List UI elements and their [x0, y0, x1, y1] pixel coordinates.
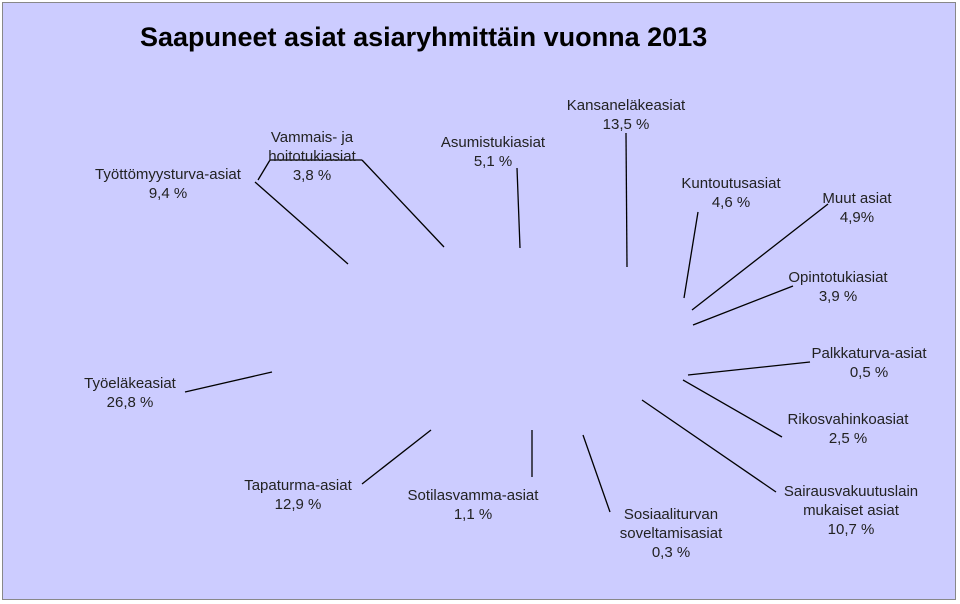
data-label-line: Opintotukiasiat	[788, 269, 888, 286]
data-label-muut-asiat	[822, 189, 891, 227]
data-label-line: Tapaturma-asiat	[244, 477, 352, 494]
data-label-line: Muut asiat	[822, 190, 892, 207]
data-label-kansaneläkeasiat	[567, 96, 685, 134]
data-label-line: Asumistukiasiat	[440, 134, 546, 151]
data-label-line: Sosiaaliturvan	[623, 506, 719, 523]
data-label-opintotukiasiat	[788, 268, 887, 306]
data-label-line: Vammais- ja	[270, 129, 354, 146]
data-label-line: Kansaneläkeasiat	[566, 97, 686, 114]
data-label-line: 13,5 %	[602, 116, 650, 133]
data-label-line: 10,7 %	[827, 521, 875, 538]
leader-line-vammais-ja-hoitotukiasiat	[362, 160, 444, 247]
data-label-line: Työttömyysturva-asiat	[95, 166, 241, 183]
leader-line-opintotukiasiat	[693, 286, 793, 325]
leader-line-rikosvahinkoasiat	[683, 380, 782, 437]
leader-line-tapaturma-asiat	[362, 430, 431, 484]
data-label-line: 3,8 %	[292, 167, 332, 184]
data-label-line: 0,5 %	[849, 364, 889, 381]
data-label-line: 3,9 %	[818, 288, 858, 305]
data-label-rikosvahinkoasiat	[788, 410, 909, 448]
data-label-line: 5,1 %	[473, 153, 513, 170]
data-label-line: Rikosvahinkoasiat	[787, 411, 909, 428]
data-label-line: 9,4 %	[148, 185, 188, 202]
leader-line-työttömyysturva-asiat	[255, 182, 348, 264]
data-label-line: 4,9%	[839, 209, 875, 226]
data-label-sotilasvamma-asiat	[408, 486, 539, 524]
data-label-vammais-ja-hoitotukiasiat	[268, 128, 356, 185]
chart-title: Saapuneet asiat asiaryhmittäin vuonna 2013	[140, 22, 708, 52]
leader-line-kuntoutusasiat	[684, 212, 698, 298]
data-label-line: Sairausvakuutuslain	[783, 483, 919, 500]
leader-line-asumistukiasiat	[517, 168, 520, 248]
data-label-line: 26,8 %	[106, 394, 154, 411]
data-label-tapaturma-asiat	[244, 476, 352, 514]
data-label-palkkaturva-asiat	[811, 344, 926, 382]
data-label-line: Palkkaturva-asiat	[811, 345, 927, 362]
data-label-line: hoitotukiasiat	[268, 148, 356, 165]
data-label-sairausvakuutuslain-mukaiset-asiat	[784, 482, 918, 539]
data-label-line: mukaiset asiat	[803, 502, 899, 519]
data-label-työttömyysturva-asiat	[95, 165, 241, 203]
data-label-line: soveltamisasiat	[619, 525, 723, 542]
data-label-asumistukiasiat	[441, 133, 545, 171]
leader-line-sairausvakuutuslain-mukaiset-asiat	[642, 400, 776, 492]
leader-line-kansaneläkeasiat	[626, 133, 627, 267]
leader-line-palkkaturva-asiat	[688, 362, 810, 375]
data-label-työeläkeasiat	[84, 374, 176, 412]
data-label-line: 1,1 %	[453, 506, 493, 523]
data-label-sosiaaliturvan-soveltamisasiat	[620, 505, 723, 562]
data-label-kuntoutusasiat	[681, 174, 780, 212]
leader-line-sosiaaliturvan-soveltamisasiat	[583, 435, 610, 512]
data-label-line: 0,3 %	[651, 544, 691, 561]
data-label-line: 12,9 %	[274, 496, 322, 513]
data-label-line: 2,5 %	[828, 430, 868, 447]
data-label-line: Sotilasvamma-asiat	[407, 487, 539, 504]
leader-line-työeläkeasiat	[185, 372, 272, 392]
data-label-line: Työeläkeasiat	[84, 375, 176, 392]
data-label-line: Kuntoutusasiat	[681, 175, 781, 192]
data-label-line: 4,6 %	[711, 194, 751, 211]
